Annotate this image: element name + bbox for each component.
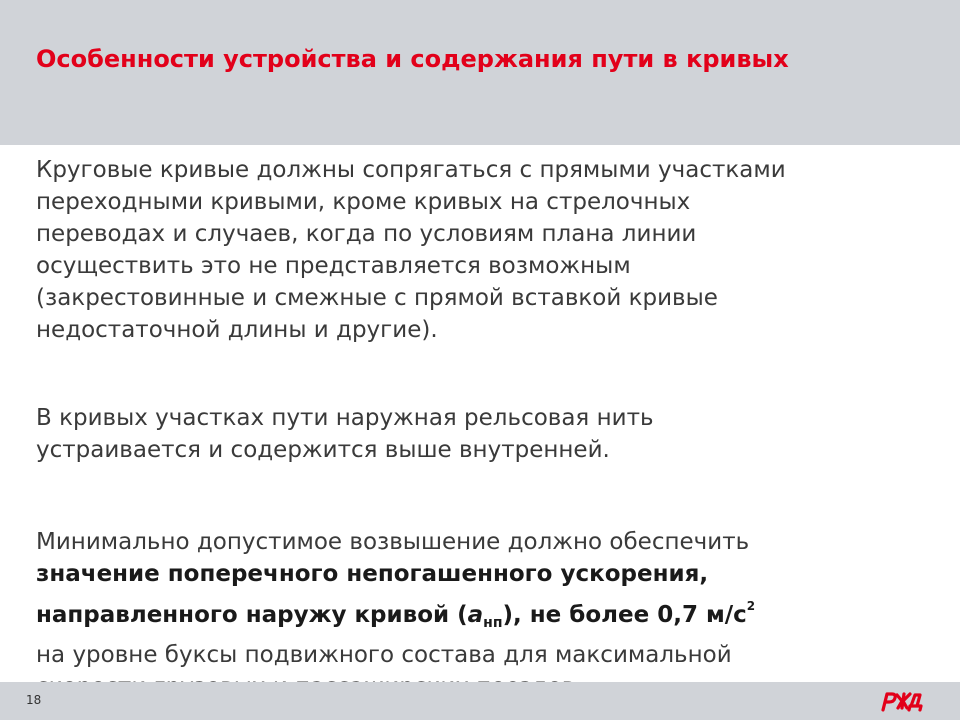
text-line: осуществить это не представляется возможным	[36, 253, 631, 279]
paragraph-superelevation	[36, 526, 916, 703]
paragraph-outer-rail	[36, 402, 916, 466]
text-line: переходными кривыми, кроме кривых на стрелочных	[36, 189, 691, 215]
text-fragment: ), не более 0,7 м/с	[502, 602, 747, 628]
slide-content	[36, 154, 916, 703]
slide-footer	[0, 682, 960, 720]
text-line: на уровне буксы подвижного состава для максимальной	[36, 642, 732, 668]
text-line: переводах и случаев, когда по условиям плана линии	[36, 221, 697, 247]
slide-title: Особенности устройства и содержания пути в кривых	[36, 45, 789, 73]
text-line: устраивается и содержится выше внутренней.	[36, 437, 610, 463]
unit-superscript: 2	[746, 599, 756, 613]
paragraph-transition-curves	[36, 154, 916, 346]
acceleration-subscript: нп	[483, 615, 503, 631]
text-line: В кривых участках пути наружная рельсовая нить	[36, 405, 654, 431]
acceleration-symbol: а	[467, 602, 484, 628]
text-line-bold: значение поперечного непогашенного ускорения,	[36, 561, 709, 587]
text-fragment: направленного наружу кривой (	[36, 602, 468, 628]
acceleration-requirement	[36, 599, 756, 631]
text-line: недостаточной длины и другие).	[36, 317, 438, 343]
text-line: Минимально допустимое возвышение должно обеспечить	[36, 529, 750, 555]
text-line: (закрестовинные и смежные с прямой вставкой кривые	[36, 285, 718, 311]
slide-header	[0, 0, 960, 145]
text-line: Круговые кривые должны сопрягаться с прямыми участками	[36, 157, 786, 183]
rzd-logo-icon	[876, 688, 924, 714]
page-number: 18	[26, 693, 42, 707]
